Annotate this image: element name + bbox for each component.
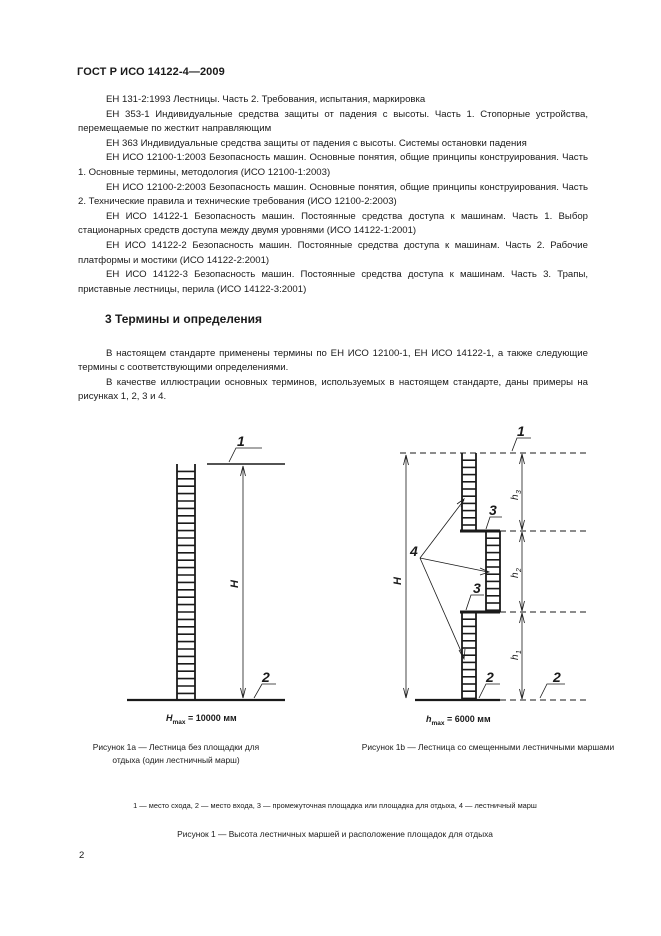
reference-item: ЕН 363 Индивидуальные средства защиты от падения с высоты. Системы остановки падения — [106, 137, 527, 149]
reference-item: ЕН 353-1 Индивидуальные средства защиты от падения с высоты. Часть 1. Стопорные устройства, перемещаемые по жесткит направляющим — [78, 108, 588, 135]
leader-4-b — [420, 500, 488, 658]
reference-item: ЕН ИСО 12100-1:2003 Безопасность машин. Основные понятия, общие принципы конструирования. Часть 1. Основные термины, методология (ИСО 12100-1:2003) — [78, 152, 588, 178]
label-2-a: 2 — [262, 669, 270, 685]
hmax-a — [166, 713, 237, 726]
svg-text:2: 2 — [516, 568, 523, 572]
leader-3-upper — [486, 517, 502, 529]
document-header: ГОСТ Р ИСО 14122-4—2009 — [77, 66, 225, 78]
leader-2-a — [254, 684, 276, 698]
label-h3 — [510, 490, 523, 500]
section-title: 3 Термины и определения — [105, 312, 263, 326]
leader-2-b-left — [479, 684, 500, 698]
svg-text:h: h — [510, 572, 521, 578]
reference-item: ЕН ИСО 14122-2 Безопасность машин. Постоянные средства доступа к машинам. Часть 2. Рабочие платформы и мостики (ИСО 14122-2:2001) — [78, 239, 588, 266]
leader-3-lower — [466, 595, 484, 610]
label-2-b-left: 2 — [486, 669, 494, 685]
reference-item: ЕН ИСО 14122-3 Безопасность машин. Постоянные средства доступа к машинам. Часть 3. Трапы, приставные лестницы, перила (ИСО 14122-3:2001) — [78, 269, 588, 295]
figure-legend: 1 — место схода, 2 — место входа, 3 — промежуточная площадка или площадка для отдыха, 4 — лестничный марш — [133, 801, 537, 810]
svg-text:1: 1 — [516, 650, 523, 654]
svg-text:h: h — [510, 494, 521, 500]
hmax-a-var: H — [166, 713, 173, 723]
hmax-b-var: h — [426, 714, 432, 724]
label-3-lower: 3 — [473, 580, 481, 596]
label-4: 4 — [410, 543, 418, 559]
hmax-a-sub: max — [172, 718, 186, 726]
page-number: 2 — [79, 850, 85, 861]
reference-item: ЕН ИСО 12100-2:2003 Безопасность машин. Основные понятия, общие принципы конструирования. Часть 2. Технические правила и технические требования (ИСО 12100-2:2003) — [78, 181, 588, 208]
hmax-a-value: = 10000 мм — [188, 713, 237, 723]
label-2-b-right: 2 — [553, 669, 561, 685]
hmax-b-sub: max — [431, 719, 445, 727]
label-1-a: 1 — [237, 433, 245, 449]
label-1-b: 1 — [517, 423, 525, 439]
paragraph: В качестве иллюстрации основных терминов, используемых в настоящем стандарте, даны примеры на рисунках 1, 2, 3 и 4. — [78, 376, 588, 403]
caption-fig-1b: Рисунок 1b — Лестница со смещенными лестничными маршами — [361, 742, 615, 752]
leader-1-b — [512, 438, 531, 451]
svg-text:3: 3 — [516, 490, 523, 494]
leader-2-b-right — [540, 684, 565, 698]
label-3-upper: 3 — [489, 502, 497, 518]
hmax-b — [426, 714, 491, 727]
ladder-b-upper — [462, 453, 476, 531]
svg-text:h: h — [510, 654, 521, 660]
caption-fig-1a: Рисунок 1а — Лестница без площадки для отдыха (один лестничный марш) — [92, 742, 260, 765]
label-h1 — [510, 650, 523, 660]
label-H-b: H — [392, 577, 404, 585]
label-H-a: H — [229, 580, 241, 588]
ladder-a — [177, 464, 195, 700]
paragraph: В настоящем стандарте применены термины по ЕН ИСО 12100-1, ЕН ИСО 14122-1, а также следующие термины с соответствующими определениями. — [78, 348, 588, 374]
reference-item: ЕН ИСО 14122-1 Безопасность машин. Постоянные средства доступа к машинам. Часть 1. Выбор стационарных средств доступа между двумя уровнями (ИСО 14122-1:2001) — [78, 210, 588, 237]
figure-title: Рисунок 1 — Высота лестничных маршей и расположение площадок для отдыха — [177, 829, 493, 839]
hmax-b-value: = 6000 мм — [447, 714, 491, 724]
reference-item: ЕН 131-2:1993 Лестницы. Часть 2. Требования, испытания, маркировка — [106, 94, 426, 105]
leader-1-a — [229, 448, 262, 462]
label-h2 — [510, 568, 523, 578]
